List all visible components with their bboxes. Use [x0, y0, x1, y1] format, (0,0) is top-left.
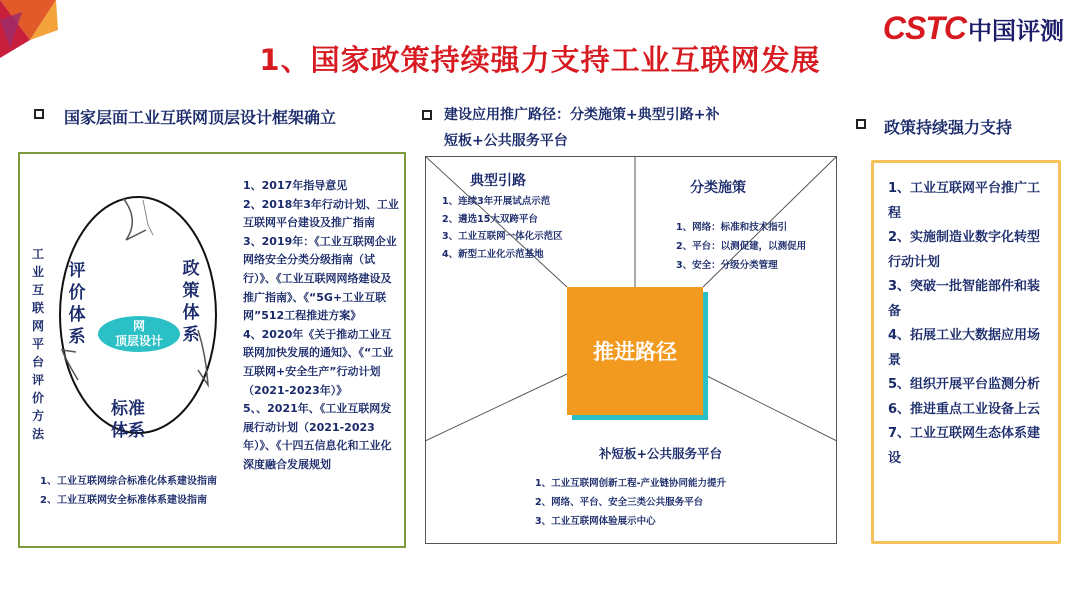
policy-item: 1、工业互联网平台推广工程 — [888, 181, 1041, 221]
timeline-item: 4、2020年《关于推动工业互联网加快发展的通知》、《“工业互联网+安全生产”行动计划（2021-2023年）》 — [243, 327, 394, 397]
policy-system-label: 政策体系 — [182, 259, 200, 345]
typical-list — [442, 193, 563, 263]
center-line2: 顶层设计 — [114, 334, 163, 348]
classify-list — [676, 218, 806, 275]
typical-item: 1、连续3年开展试点示范 — [442, 196, 551, 207]
middle-heading-line2: 短板+公共服务平台 — [444, 133, 568, 149]
middle-heading-line1: 建设应用推广路径：分类施策+典型引路+补 — [444, 107, 720, 123]
bullet-square-icon — [856, 119, 866, 129]
bullet-square-icon — [34, 109, 44, 119]
guide-item: 1、工业互联网综合标准化体系建设指南 — [40, 476, 217, 487]
classify-item: 3、安全：分级分类管理 — [676, 260, 778, 271]
middle-heading — [422, 102, 719, 154]
guide-item: 2、工业互联网安全标准体系建设指南 — [40, 495, 207, 506]
logo-en: CSTC — [882, 10, 966, 46]
policy-item: 3、突破一批智能部件和装备 — [888, 279, 1041, 319]
standard-system-text: 标准体系 — [111, 399, 145, 441]
center-line1: 网 — [132, 319, 145, 333]
policy-item: 6、推进重点工业设备上云 — [888, 401, 1041, 417]
logo-cn: 中国评测 — [968, 17, 1064, 45]
evaluation-system-label: 评价体系 — [68, 261, 86, 347]
right-heading-text: 政策持续强力支持 — [884, 118, 1013, 137]
supplement-list — [535, 474, 726, 531]
typical-item: 2、遴选15大双跨平台 — [442, 213, 538, 225]
policy-item: 2、实施制造业数字化转型行动计划 — [888, 230, 1041, 270]
policy-support-panel — [871, 160, 1061, 544]
supplement-item: 1、工业互联网创新工程-产业链协同能力提升 — [535, 478, 727, 489]
right-heading — [856, 115, 1012, 138]
policy-item: 4、拓展工业大数据应用场景 — [888, 328, 1041, 368]
timeline-item: 5、、2021年、《工业互联网发展行动计划（2021-2023年）》、《十四五信息化和工业化深度融合发展规划 — [243, 402, 392, 471]
classify-item: 1、网络：标准和技术指引 — [676, 222, 788, 233]
bullet-square-icon — [422, 110, 432, 120]
left-heading-text: 国家层面工业互联网顶层设计框架确立 — [64, 108, 337, 127]
standard-system-label — [108, 398, 148, 442]
guide-list — [40, 472, 217, 510]
timeline-item: 1、2017年指导意见 — [243, 179, 348, 192]
vertical-label: 工业互联网平台评价方法 — [31, 247, 44, 441]
typical-title: 典型引路 — [470, 173, 526, 189]
policy-list — [874, 163, 1058, 471]
timeline-list — [243, 177, 401, 475]
typical-item: 4、新型工业化示范基地 — [442, 248, 544, 260]
supplement-item: 2、网络、平台、安全三类公共服务平台 — [535, 497, 704, 508]
timeline-item: 2、2018年3年行动计划、工业互联网平台建设及推广指南 — [243, 197, 399, 230]
classify-title: 分类施策 — [690, 180, 746, 196]
timeline-item: 3、2019年：《工业互联网企业网络安全分类分级指南（试行）》、《工业互联网网络建设及推广指南》、《“5G+工业互联网”512工程推进方案》 — [243, 234, 397, 323]
page-title: 1、国家政策持续强力支持工业互联网发展 — [259, 43, 821, 77]
supplement-item: 3、工业互联网体验展示中心 — [535, 516, 656, 527]
supplement-title: 补短板+公共服务平台 — [599, 446, 722, 461]
policy-item: 5、组织开展平台监测分析 — [888, 377, 1041, 392]
promotion-path-center: 推进路径 — [567, 287, 703, 415]
left-heading — [34, 105, 336, 128]
policy-item: 7、工业互联网生态体系建设 — [888, 426, 1041, 466]
classify-item: 2、平台：以测促建，以测促用 — [676, 241, 807, 252]
typical-item: 3、工业互联网一体化示范区 — [442, 231, 563, 242]
center-top-design — [98, 316, 180, 352]
